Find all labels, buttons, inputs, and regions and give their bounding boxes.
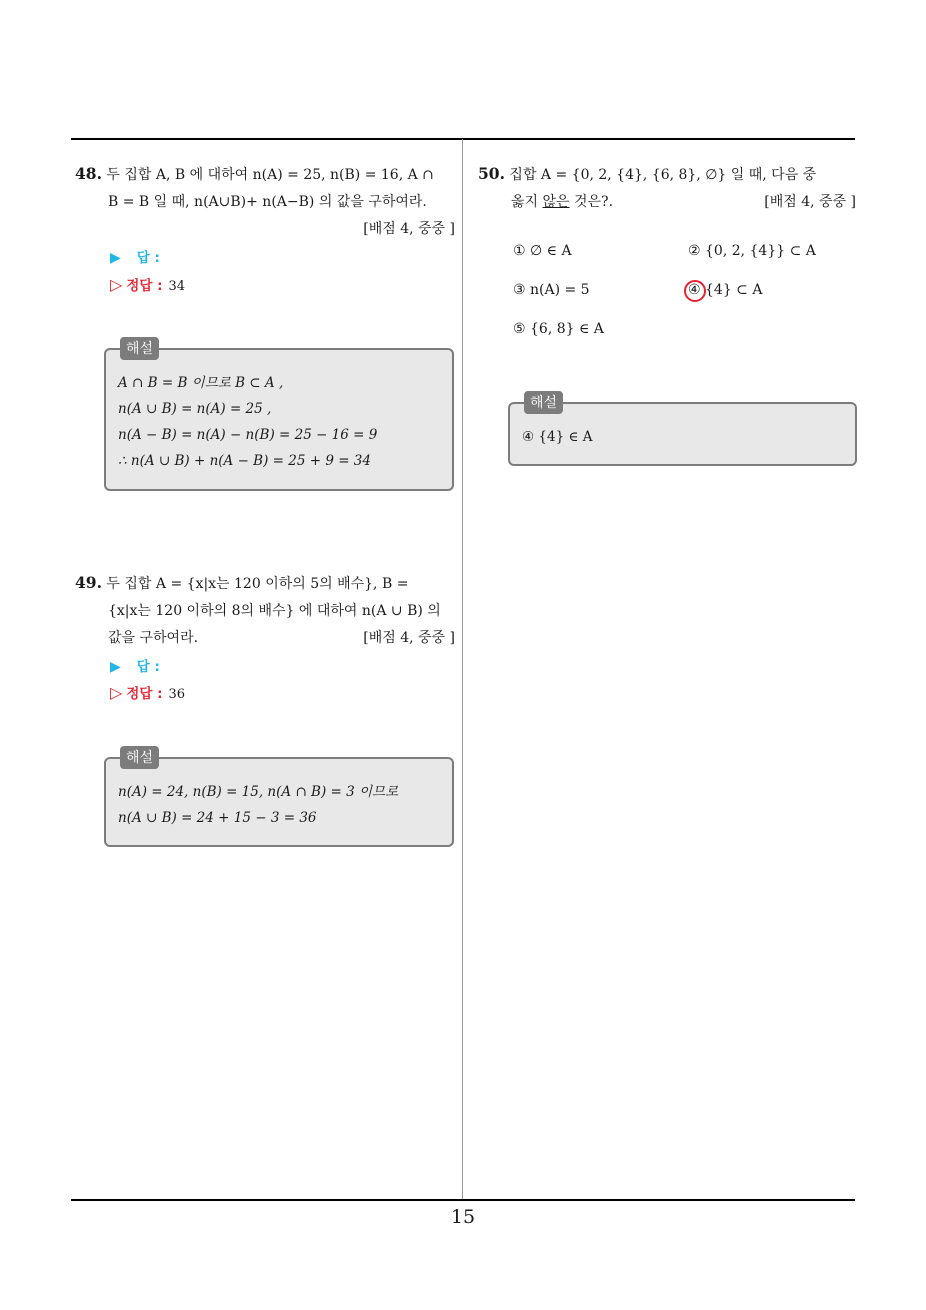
solution-tag: 해설 <box>524 391 563 414</box>
problem-number: 48. <box>75 164 102 183</box>
solution-line: n(A ∪ B) = n(A) = 25 , <box>118 401 272 417</box>
solution-line: n(A − B) = n(A) − n(B) = 25 − 16 = 9 <box>118 427 378 443</box>
choice-4[interactable]: ④ {4} ⊂ A <box>688 282 763 298</box>
question-line: {x|x는 120 이하의 8의 배수} 에 대하여 n(A ∪ B) 의 <box>108 603 441 619</box>
answer-row <box>110 246 160 266</box>
correct-value: 34 <box>168 279 186 294</box>
solution-text <box>522 424 593 450</box>
header-rule <box>71 138 855 140</box>
problem-49 <box>75 569 455 652</box>
choice-5[interactable]: ⑤ {6, 8} ∈ A <box>513 321 604 337</box>
solution-line: A ∩ B = B 이므로 B ⊂ A , <box>118 375 284 391</box>
points-label: [배점 4, 중중 ] <box>363 630 455 646</box>
page-number: 15 <box>450 1206 476 1228</box>
correct-answer-row <box>110 682 185 702</box>
outline-arrow-icon: ▷ <box>110 275 123 294</box>
problem-48 <box>75 160 455 243</box>
emphasis-underline: 않은 <box>542 194 570 210</box>
choice-3[interactable]: ③ n(A) = 5 <box>513 282 590 298</box>
question-line: 값을 구하여라. <box>108 630 199 646</box>
question-line: B = B 일 때, n(A∪B)+ n(A−B) 의 값을 구하여라. <box>108 194 427 210</box>
solution-line: ④ {4} ∈ A <box>522 429 593 445</box>
answer-label: 답 : <box>136 659 160 675</box>
solution-box <box>104 750 454 847</box>
solution-line: n(A ∪ B) = 24 + 15 − 3 = 36 <box>118 810 317 826</box>
choice-1[interactable]: ① ∅ ∈ A <box>513 243 572 259</box>
question-line: 49. 두 집합 A = {x|x는 120 이하의 5의 배수}, B = <box>75 573 409 592</box>
correct-label: 정답 : <box>126 686 163 702</box>
points-label: [배점 4, 중중 ] <box>764 194 856 210</box>
question-line: 옳지 않은 것은?. <box>511 194 614 210</box>
solution-line: n(A) = 24, n(B) = 15, n(A ∩ B) = 3 이므로 <box>118 784 399 800</box>
play-arrow-icon: ▶ <box>110 250 121 266</box>
play-arrow-icon: ▶ <box>110 659 121 675</box>
problem-number: 49. <box>75 573 102 592</box>
solution-line: ∴ n(A ∪ B) + n(A − B) = 25 + 9 = 34 <box>118 453 371 469</box>
correct-answer-row <box>110 274 185 294</box>
points-label: [배점 4, 중중 ] <box>363 221 455 237</box>
problem-number: 50. <box>478 164 505 183</box>
solution-tag: 해설 <box>120 746 159 769</box>
correct-label: 정답 : <box>126 278 163 294</box>
choice-2[interactable]: ② {0, 2, {4}} ⊂ A <box>688 243 816 259</box>
column-divider <box>462 139 463 1200</box>
question-line: 50. 집합 A = {0, 2, {4}, {6, 8}, ∅} 일 때, 다음 중 <box>478 164 817 183</box>
footer-rule <box>71 1199 855 1201</box>
question-line: 48. 두 집합 A, B 에 대하여 n(A) = 25, n(B) = 16, A ∩ <box>75 164 434 183</box>
selected-choice-marker <box>684 280 706 302</box>
solution-box <box>104 341 454 491</box>
solution-box <box>508 395 857 466</box>
solution-tag: 해설 <box>120 337 159 360</box>
solution-text <box>118 370 377 474</box>
answer-label: 답 : <box>136 250 160 266</box>
correct-value: 36 <box>168 687 186 702</box>
problem-50 <box>478 160 856 216</box>
answer-row <box>110 655 160 675</box>
solution-text <box>118 779 398 831</box>
outline-arrow-icon: ▷ <box>110 683 123 702</box>
